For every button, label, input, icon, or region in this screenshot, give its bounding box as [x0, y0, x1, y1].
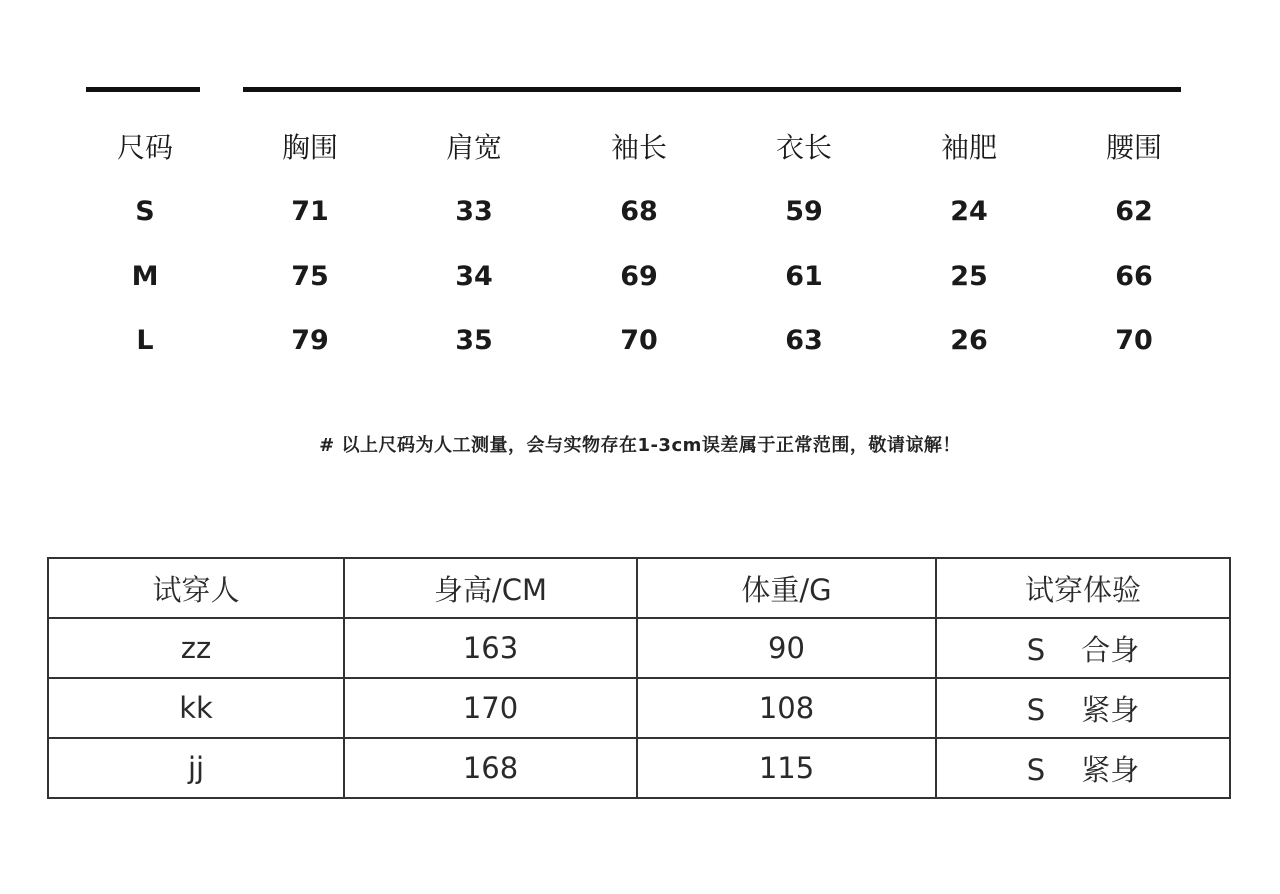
size-chart-header-sleeve-width: 袖肥: [940, 131, 997, 164]
size-chart-cell: 59: [785, 196, 823, 227]
size-chart-cell: 26: [950, 325, 988, 356]
size-chart-cell: 70: [1115, 325, 1153, 356]
tester-weight: 115: [637, 738, 936, 798]
fit-table-header-tester: 试穿人: [48, 558, 344, 618]
size-chart-cell: 61: [785, 261, 823, 292]
tester-name: jj: [48, 738, 344, 798]
tester-size: S: [1026, 692, 1046, 727]
size-chart-header-size: 尺码: [116, 131, 173, 164]
size-chart-cell: 33: [455, 196, 493, 227]
size-chart-cell: S: [135, 196, 155, 227]
tester-size: S: [1026, 632, 1046, 667]
fit-table-header-weight: 体重/G: [637, 558, 936, 618]
size-chart-cell: M: [131, 261, 159, 292]
tester-name: zz: [48, 618, 344, 678]
size-chart-header-sleeve-length: 袖长: [610, 131, 667, 164]
table-row: [48, 618, 1230, 678]
size-chart-row: [0, 247, 1280, 307]
tester-experience: [936, 618, 1230, 678]
table-row: [48, 738, 1230, 798]
tester-height: 168: [344, 738, 637, 798]
size-chart-cell: 69: [620, 261, 658, 292]
size-chart-header-waist: 腰围: [1105, 131, 1162, 164]
size-chart-cell: 66: [1115, 261, 1153, 292]
size-chart-cell: 63: [785, 325, 823, 356]
header-rule-left: [86, 87, 200, 92]
size-chart-cell: 79: [291, 325, 329, 356]
size-chart-header-shoulder: 肩宽: [445, 131, 502, 164]
size-chart-cell: 75: [291, 261, 329, 292]
fit-table: [47, 557, 1231, 799]
size-chart-cell: 71: [291, 196, 329, 227]
tester-name: kk: [48, 678, 344, 738]
tester-size: S: [1026, 752, 1046, 787]
table-row: [48, 678, 1230, 738]
size-chart-cell: 24: [950, 196, 988, 227]
measurement-note: # 以上尺码为人工测量，会与实物存在1-3cm误差属于正常范围，敬请谅解！: [319, 435, 961, 456]
fit-table-header-row: [48, 558, 1230, 618]
tester-fit: 紧身: [1081, 752, 1140, 787]
tester-fit: 紧身: [1081, 692, 1140, 727]
tester-fit: 合身: [1081, 632, 1140, 667]
header-rule-right: [243, 87, 1181, 92]
fit-table-header-height: 身高/CM: [344, 558, 637, 618]
size-chart-cell: 25: [950, 261, 988, 292]
tester-weight: 90: [637, 618, 936, 678]
tester-height: 163: [344, 618, 637, 678]
tester-experience: [936, 678, 1230, 738]
size-chart-cell: L: [136, 325, 154, 356]
size-chart-cell: 68: [620, 196, 658, 227]
fit-table-header-experience: 试穿体验: [936, 558, 1230, 618]
tester-experience: [936, 738, 1230, 798]
size-chart-cell: 70: [620, 325, 658, 356]
size-chart-header-chest: 胸围: [281, 131, 338, 164]
size-chart-cell: 34: [455, 261, 493, 292]
size-chart-cell: 35: [455, 325, 493, 356]
tester-height: 170: [344, 678, 637, 738]
size-chart-row: [0, 182, 1280, 242]
tester-weight: 108: [637, 678, 936, 738]
size-chart-cell: 62: [1115, 196, 1153, 227]
size-chart-header-body-length: 衣长: [775, 131, 832, 164]
size-chart-header-row: [0, 118, 1280, 178]
size-chart-row: [0, 311, 1280, 371]
